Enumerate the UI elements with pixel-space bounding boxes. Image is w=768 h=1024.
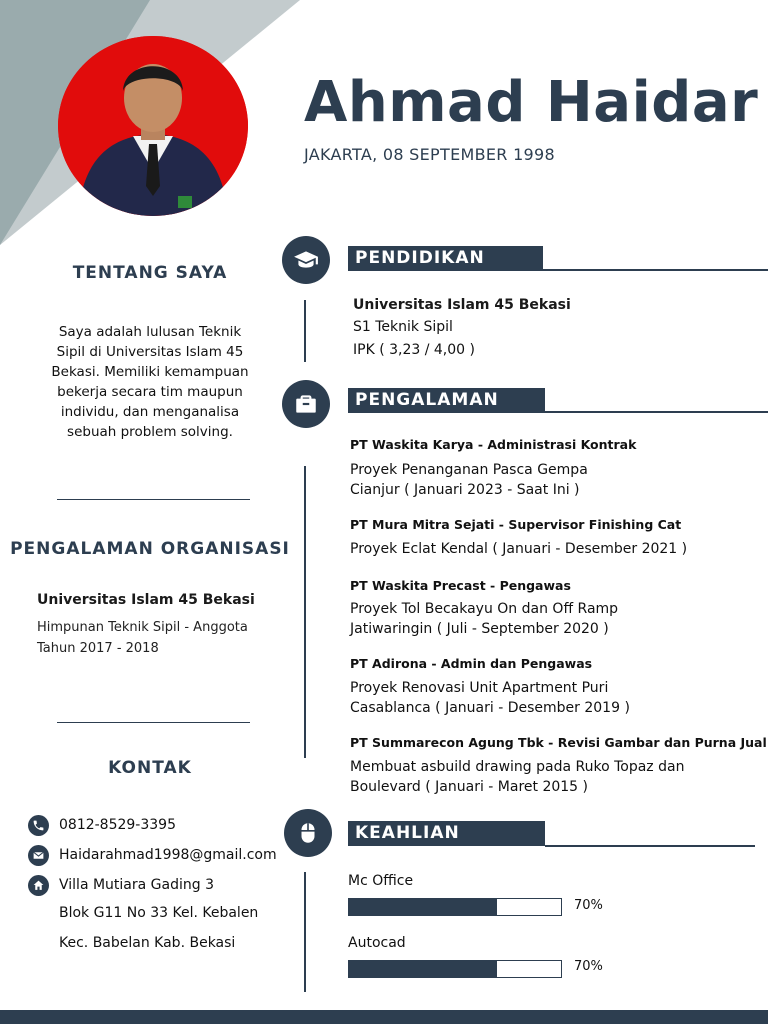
phone-icon	[28, 815, 49, 836]
home-icon	[28, 875, 49, 896]
education-school: Universitas Islam 45 Bekasi	[353, 297, 571, 313]
timeline-line	[304, 300, 306, 362]
divider	[57, 722, 250, 723]
education-degree: S1 Teknik Sipil	[353, 319, 453, 335]
divider	[57, 499, 250, 500]
skill-name: Mc Office	[348, 873, 414, 889]
job-title: PT Waskita Precast - Pengawas	[350, 578, 571, 593]
timeline-line	[304, 466, 306, 758]
address-line: Blok G11 No 33 Kel. Kebalen	[59, 905, 259, 921]
timeline-line	[304, 872, 306, 992]
phone-number[interactable]: 0812-8529-3395	[59, 817, 176, 833]
skill-name: Autocad	[348, 935, 406, 951]
job-title: PT Waskita Karya - Administrasi Kontrak	[350, 437, 637, 452]
skill-bar-fill	[349, 961, 497, 977]
graduation-cap-icon	[282, 236, 330, 284]
job-title: PT Summarecon Agung Tbk - Revisi Gambar dan Purna Jual	[350, 735, 767, 750]
contact-email	[28, 844, 277, 866]
education-title: PENDIDIKAN	[348, 246, 543, 271]
skill-percent: 70%	[574, 959, 603, 974]
job-detail: Membuat asbuild drawing pada Ruko Topaz dan	[350, 759, 685, 775]
skill-bar-fill	[349, 899, 497, 915]
section-rule	[545, 411, 768, 413]
address-line: Kec. Babelan Kab. Bekasi	[59, 935, 236, 951]
skills-title: KEAHLIAN	[348, 821, 545, 846]
job-detail: Proyek Tol Becakayu On dan Off Ramp	[350, 601, 619, 617]
job-title: PT Adirona - Admin dan Pengawas	[350, 656, 593, 671]
skill-bar	[348, 898, 562, 916]
job-detail: Proyek Eclat Kendal ( Januari - Desember 2021 )	[350, 541, 688, 557]
job-detail: Casablanca ( Januari - Desember 2019 )	[350, 700, 630, 716]
skill-percent: 70%	[574, 898, 603, 913]
job-detail: Jatiwaringin ( Juli - September 2020 )	[350, 621, 609, 637]
section-rule	[543, 269, 768, 271]
organization-name: Universitas Islam 45 Bekasi	[37, 592, 255, 608]
job-detail: Proyek Renovasi Unit Apartment Puri	[350, 680, 609, 696]
job-detail: Boulevard ( Januari - Maret 2015 )	[350, 779, 588, 795]
contact-phone	[28, 814, 176, 836]
job-detail: Cianjur ( Januari 2023 - Saat Ini )	[350, 482, 580, 498]
section-rule	[545, 845, 755, 847]
profile-photo	[58, 36, 248, 216]
job-title: PT Mura Mitra Sejati - Supervisor Finishing Cat	[350, 517, 682, 532]
footer-band	[0, 1010, 768, 1024]
mail-icon	[28, 845, 49, 866]
address-line: Villa Mutiara Gading 3	[59, 877, 214, 893]
education-gpa: IPK ( 3,23 / 4,00 )	[353, 342, 475, 358]
mouse-icon	[284, 809, 332, 857]
job-detail: Proyek Penanganan Pasca Gempa	[350, 462, 588, 478]
email-address[interactable]: Haidarahmad1998@gmail.com	[59, 847, 277, 863]
briefcase-icon	[282, 380, 330, 428]
organization-title: PENGALAMAN ORGANISASI	[10, 539, 290, 559]
person-portrait-icon	[58, 36, 248, 216]
organization-role: Himpunan Teknik Sipil - Anggota	[37, 620, 248, 635]
contact-address	[28, 874, 214, 896]
contact-title: KONTAK	[108, 758, 192, 778]
about-text: Saya adalah lulusan Teknik Sipil di Universitas Islam 45 Bekasi. Memiliki kemampuan bekerja secara tim maupun individu, dan menganalisa sebuah problem solving.	[51, 324, 249, 440]
birth-info: JAKARTA, 08 SEPTEMBER 1998	[304, 145, 555, 164]
about-title: TENTANG SAYA	[72, 263, 228, 283]
organization-period: Tahun 2017 - 2018	[37, 641, 159, 656]
experience-title: PENGALAMAN	[348, 388, 545, 413]
name-heading: Ahmad Haidar	[304, 70, 759, 135]
skill-bar	[348, 960, 562, 978]
